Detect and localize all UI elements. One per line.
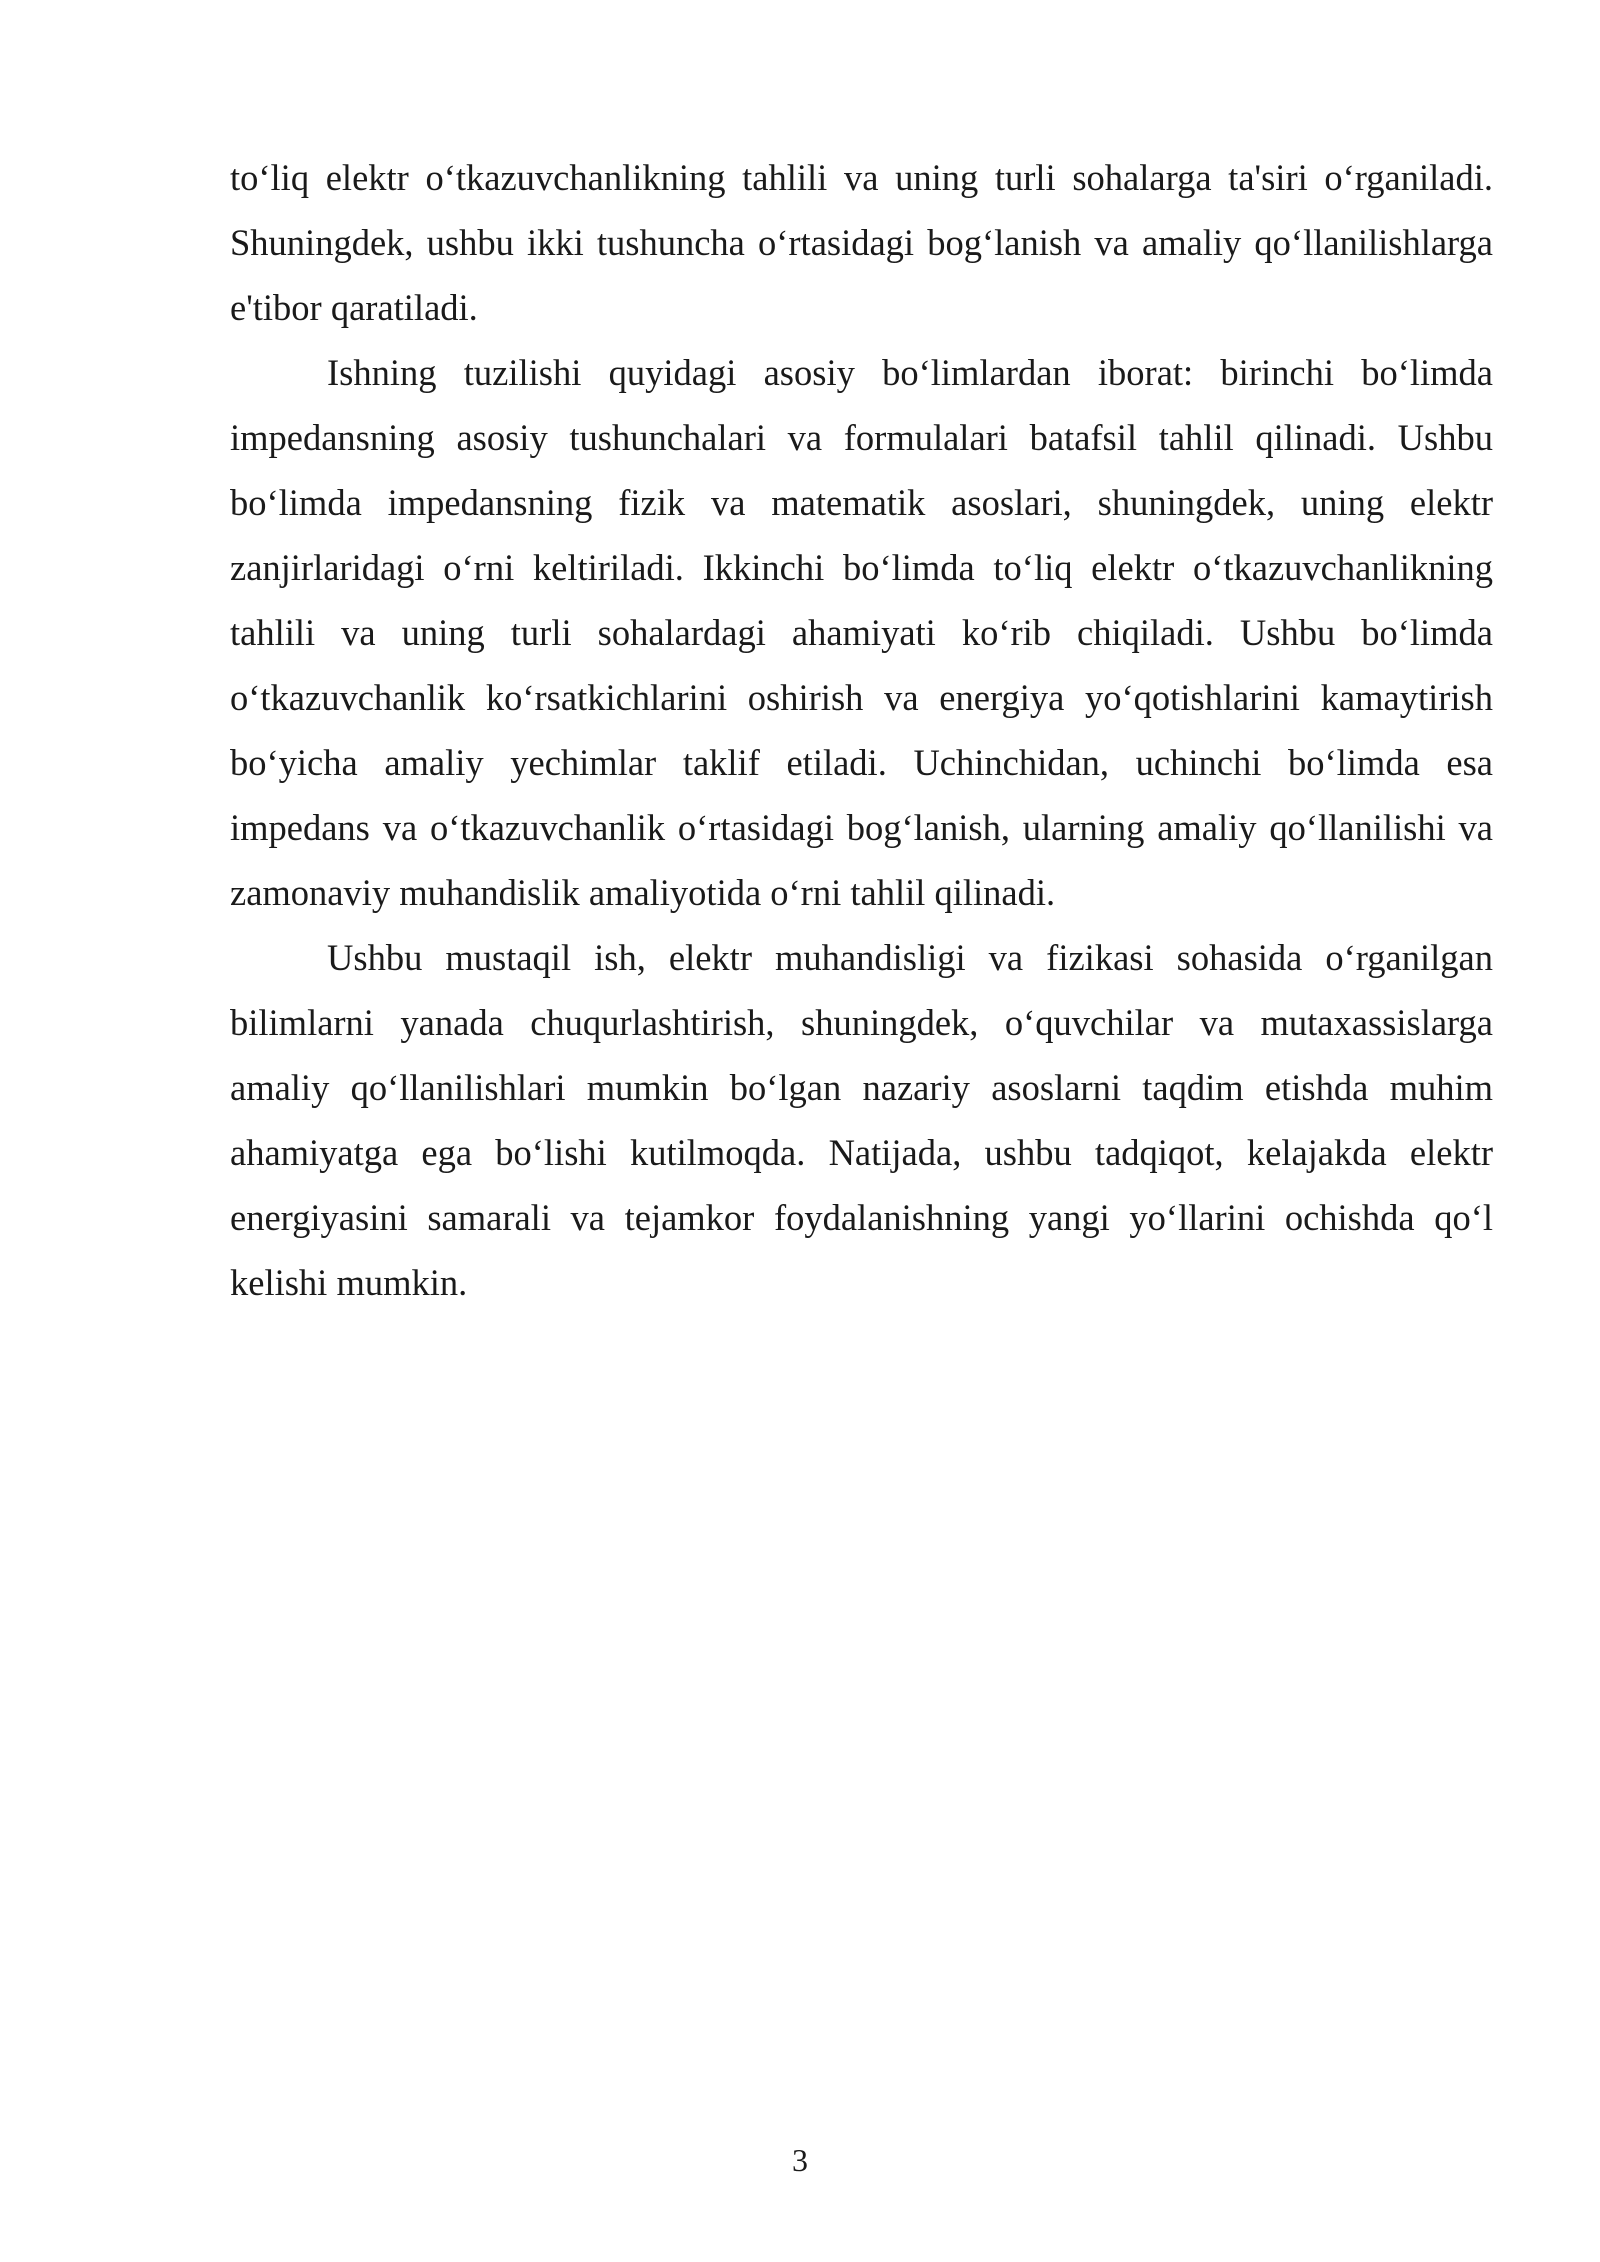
paragraph-structure: Ishning tuzilishi quyidagi asosiy bo‘limlardan iborat: birinchi bo‘limda impedansning asosiy tushunchalari va formulalari batafsil tahlil qilinadi. Ushbu bo‘limda impedansning fizik va matematik asoslari, shuningdek, uning elektr zanjirlaridagi o‘rni keltiriladi. Ikkinchi bo‘limda to‘liq elektr o‘tkazuvchanlikning tahlili va uning turli sohalardagi ahamiyati ko‘rib chiqiladi. Ushbu bo‘limda o‘tkazuvchanlik ko‘rsatkichlarini oshirish va energiya yo‘qotishlarini kamaytirish bo‘yicha amaliy yechimlar taklif etiladi. Uchinchidan, uchinchi bo‘limda esa impedans va o‘tkazuvchanlik o‘rtasidagi bog‘lanish, ularning amaliy qo‘llanilishi va zamonaviy muhandislik amaliyotida o‘rni tahlil qilinadi. — [230, 352, 1493, 913]
document-body — [230, 145, 1493, 1315]
paragraph-conclusion: Ushbu mustaqil ish, elektr muhandisligi va fizikasi sohasida o‘rganilgan bilimlarni yanada chuqurlashtirish, shuningdek, o‘quvchilar va mutaxassislarga amaliy qo‘llanilishlari mumkin bo‘lgan nazariy asoslarni taqdim etishda muhim ahamiyatga ega bo‘lishi kutilmoqda. Natijada, ushbu tadqiqot, kelajakda elektr energiyasini samarali va tejamkor foydalanishning yangi yo‘llarini ochishda qo‘l kelishi mumkin. — [230, 937, 1493, 1303]
page-number: 3 — [792, 2142, 808, 2178]
paragraph-continuation: to‘liq elektr o‘tkazuvchanlikning tahlili va uning turli sohalarga ta'siri o‘rganiladi. Shuningdek, ushbu ikki tushuncha o‘rtasidagi bog‘lanish va amaliy qo‘llanilishlarga e'tibor qaratiladi. — [230, 157, 1493, 328]
